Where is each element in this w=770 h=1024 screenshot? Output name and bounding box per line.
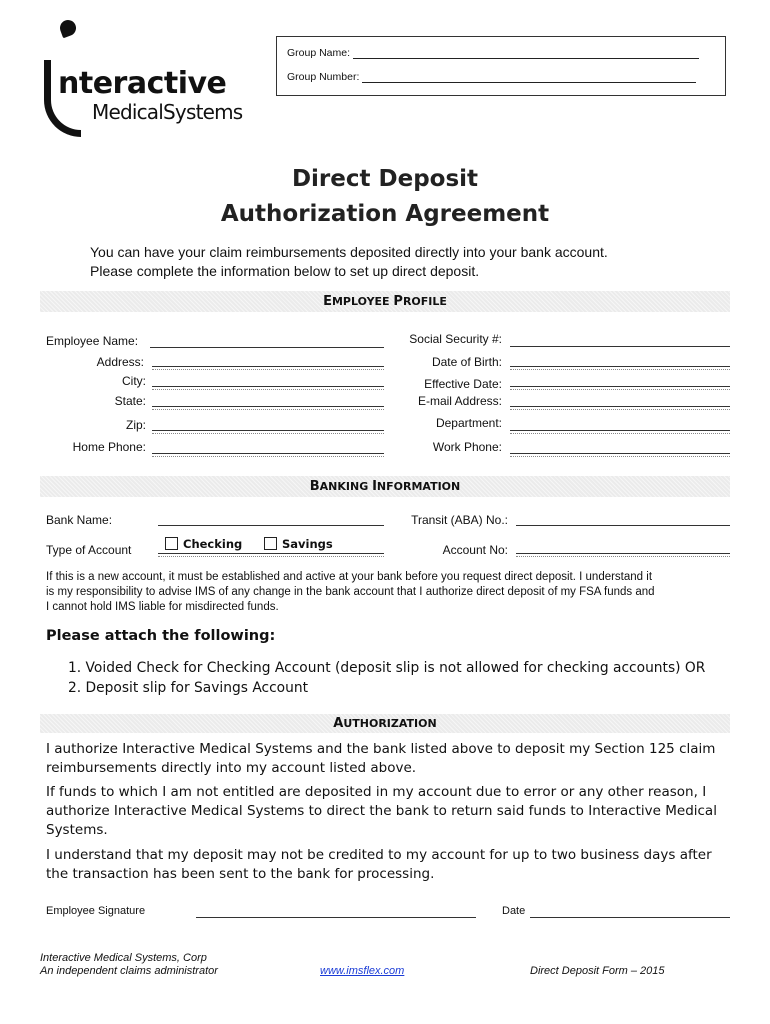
list-item: 1. Voided Check for Checking Account (deposit slip is not allowed for checking accounts) OR [68, 660, 706, 676]
bank-name-field[interactable] [158, 525, 384, 526]
savings-label: Savings [282, 537, 333, 551]
group-number-field[interactable] [362, 72, 696, 83]
transit-field[interactable] [516, 525, 730, 526]
account-no-field[interactable] [516, 553, 730, 554]
signature-field[interactable] [196, 917, 476, 918]
email-field[interactable] [510, 406, 730, 407]
state-label: State: [114, 394, 146, 408]
logo-wordmark-bottom: MedicalSystems [92, 100, 243, 124]
signature-label: Employee Signature [46, 905, 146, 917]
attach-list [68, 658, 705, 698]
savings-checkbox[interactable] [264, 537, 277, 550]
ssn-label: Social Security #: [409, 332, 502, 346]
intro-text [90, 243, 700, 281]
authorization-paragraph-2: If funds to which I am not entitled are deposited in my account due to error or any other reason, I authorize Interactive Medical Systems to direct the bank to return said funds to Interactive Medical Systems. [46, 784, 717, 838]
date-field[interactable] [530, 917, 730, 918]
intro-line1: You can have your claim reimbursements deposited directly into your bank account. [90, 244, 608, 260]
transit-label: Transit (ABA) No.: [411, 513, 508, 527]
page-title-line2: Authorization Agreement [220, 201, 550, 227]
dob-label: Date of Birth: [431, 355, 502, 369]
city-field[interactable] [152, 386, 384, 387]
date-label: Date [502, 905, 526, 917]
banking-info-heading: BANKING INFORMATION [40, 476, 730, 497]
effective-date-field[interactable] [510, 386, 730, 387]
group-name-row [287, 47, 699, 59]
effective-date-label: Effective Date: [424, 377, 502, 391]
home-phone-label: Home Phone: [72, 440, 146, 454]
list-item: 2. Deposit slip for Savings Account [68, 680, 309, 696]
authorization-paragraph-3: I understand that my deposit may not be credited to my account for up to two business days after the transaction has been sent to the bank for processing. [46, 847, 712, 882]
zip-field[interactable] [152, 430, 384, 431]
zip-label: Zip: [125, 418, 146, 432]
type-of-account-label: Type of Account [46, 543, 132, 557]
new-account-notice: If this is a new account, it must be established and active at your bank before you request direct deposit. I understand it is my responsibility to advise IMS of any change in the bank account that I authorize direct deposit of my FSA funds and I cannot hold IMS liable for misdirected funds. [46, 571, 655, 613]
employee-profile-heading: EMPLOYEE PROFILE [40, 291, 730, 312]
account-type-field [158, 553, 384, 554]
group-number-label: Group Number: [287, 71, 360, 83]
account-no-label: Account No: [442, 543, 508, 557]
address-label: Address: [96, 355, 144, 369]
group-info-box [276, 36, 726, 96]
website-link[interactable]: www.imsflex.com [320, 965, 405, 977]
logo-dot [58, 18, 79, 39]
checking-checkbox[interactable] [165, 537, 178, 550]
footer-tagline: An independent claims administrator [40, 965, 218, 977]
home-phone-field[interactable] [152, 453, 384, 454]
address-field[interactable] [152, 366, 384, 367]
page-title-line1: Direct Deposit [291, 166, 479, 192]
ssn-field[interactable] [510, 346, 730, 347]
checking-label: Checking [183, 537, 243, 551]
footer-company: Interactive Medical Systems, Corp [40, 952, 207, 964]
group-number-row [287, 71, 696, 83]
work-phone-label: Work Phone: [432, 440, 502, 454]
savings-option[interactable] [264, 535, 333, 553]
group-name-label: Group Name: [287, 47, 351, 59]
attach-heading: Please attach the following: [46, 628, 276, 644]
logo-wordmark-top: nteractive [58, 66, 227, 101]
group-name-field[interactable] [353, 48, 699, 59]
intro-line2: Please complete the information below to set up direct deposit. [90, 263, 480, 279]
employee-name-label: Employee Name: [46, 334, 139, 348]
authorization-paragraph-1: I authorize Interactive Medical Systems and the bank listed above to deposit my Section 125 claim reimbursements directly into my account listed above. [46, 741, 716, 776]
checking-option[interactable] [165, 535, 242, 553]
state-field[interactable] [152, 406, 384, 407]
company-logo [36, 20, 256, 132]
department-field[interactable] [510, 430, 730, 431]
department-label: Department: [435, 416, 502, 430]
dob-field[interactable] [510, 366, 730, 367]
email-label: E-mail Address: [417, 394, 502, 408]
employee-name-field[interactable] [150, 347, 384, 348]
bank-name-label: Bank Name: [46, 513, 113, 527]
authorization-heading: AUTHORIZATION [40, 714, 730, 733]
footer-form-id: Direct Deposit Form – 2015 [530, 965, 665, 977]
work-phone-field[interactable] [510, 453, 730, 454]
city-label: City: [122, 374, 146, 388]
